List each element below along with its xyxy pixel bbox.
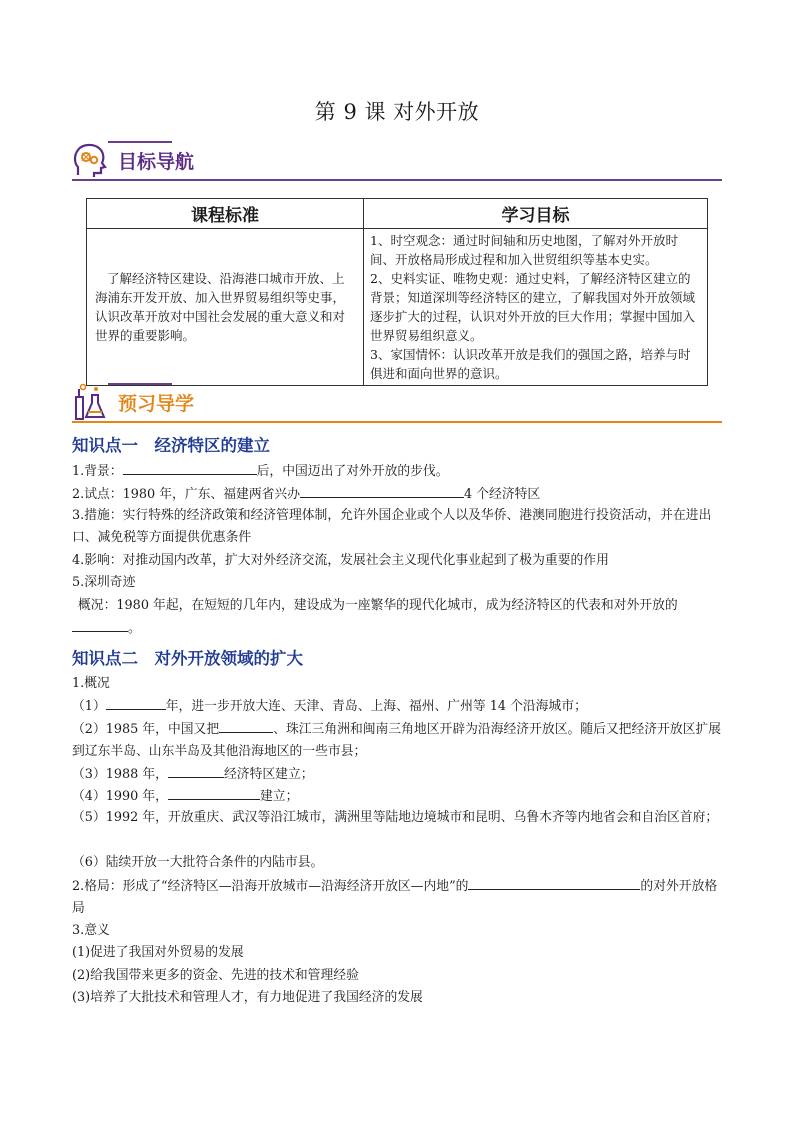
course-standard-cell: [87, 229, 364, 386]
objectives-table: [86, 198, 708, 386]
kp1-background-line: [72, 460, 724, 483]
knowledge-point-1-heading: 知识点一 经济特区的建立: [72, 436, 270, 455]
section-preview-title: 预习导学: [118, 393, 195, 415]
fill-blank[interactable]: [72, 617, 128, 632]
header-divider: [72, 179, 722, 181]
fill-blank[interactable]: [300, 483, 464, 498]
kp1-trial-tail: 4 个经济特区: [464, 487, 541, 502]
course-standard-text: 了解经济特区建设、沿海港口城市开放、上海浦东开发开放、加入世界贸易组织等史事，认识改革开放对中国社会发展的重大意义和对世界的重要影响。: [95, 271, 346, 343]
goal-item: 2、史料实证、唯物史观：通过史料，了解经济特区建立的背景；知道深圳等经济特区的建立，了解我国对外开放领域逐步扩大的过程，认识对外开放的巨大作用；掌握中国加入世界贸易组织意义。: [370, 271, 696, 343]
kp2-item-2-text: （2）1985 年，中国又把: [72, 722, 220, 737]
kp2-pattern-tail: 的对外开放格局: [72, 879, 718, 916]
table-header-goals: 学习目标: [364, 199, 708, 229]
kp1-trial-text: 2.试点：1980 年，广东、福建两省兴办: [72, 487, 301, 502]
kp2-item-1: [72, 695, 724, 718]
fill-blank[interactable]: [123, 460, 257, 475]
kp2-item-3: [72, 763, 724, 786]
kp1-overview: [72, 595, 724, 640]
page-title: 第 9 课 对外开放: [314, 100, 480, 124]
kp1-background-label: 1.背景：: [72, 464, 123, 479]
kp2-meaning-heading: 3.意义: [72, 923, 110, 938]
kp2-item-4: [72, 785, 724, 808]
kp1-measures: 3.措施：实行特殊的经济政策和经济管理体制，允许外国企业或个人以及华侨、港澳同胞进行投资活动，并在进出口、减免税等方面提供优惠条件: [72, 508, 712, 545]
kp2-item-4-text: （4）1990 年，: [72, 789, 168, 804]
kp2-item-3-tail: 经济特区建立；: [223, 767, 314, 782]
kp1-impact: 4.影响：对推动国内改革，扩大对外经济交流，发展社会主义现代化事业起到了极为重要的作用: [72, 553, 609, 568]
kp1-overview-end: 。: [128, 621, 141, 636]
kp1-trial-line: [72, 483, 724, 506]
kp2-item-4-tail: 建立；: [259, 789, 299, 804]
goal-item: 1、时空观念：通过时间轴和历史地图，了解对外开放时间、开放格局形成过程和加入世贸组织等基本史实。: [370, 233, 678, 267]
kp2-item-1-text: 年，进一步开放大连、天津、青岛、上海、福州、广州等 14 个沿海城市；: [165, 699, 587, 714]
kp1-background-text: 后，中国迈出了对外开放的步伐。: [256, 464, 449, 479]
section-goals-title: 目标导航: [118, 151, 195, 173]
kp2-pattern: [72, 875, 724, 920]
header-accent-line: [108, 141, 172, 143]
fill-blank[interactable]: [468, 875, 640, 890]
fill-blank[interactable]: [219, 718, 273, 733]
kp2-meaning-3: (3)培养了大批技术和管理人才，有力地促进了我国经济的发展: [72, 990, 423, 1005]
section-preview-header: [72, 383, 722, 423]
table-header-standard: 课程标准: [87, 199, 364, 229]
kp1-shenzhen-heading: 5.深圳奇迹: [72, 575, 136, 590]
goal-item: 3、家国情怀：认识改革开放是我们的强国之路，培养与时俱进和面向世界的意识。: [370, 347, 691, 381]
fill-blank[interactable]: [106, 695, 166, 710]
kp2-summary: 1.概况: [72, 676, 110, 691]
kp2-meaning-1: (1)促进了我国对外贸易的发展: [72, 945, 244, 960]
kp2-item-6: （6）陆续开放一大批符合条件的内陆市县。: [72, 855, 324, 870]
kp2-item-3-text: （3）1988 年，: [72, 767, 168, 782]
head-gears-icon: [72, 141, 108, 179]
kp2-meaning-2: (2)给我国带来更多的资金、先进的技术和管理经验: [72, 968, 359, 983]
learning-goals-cell: [364, 229, 708, 386]
kp1-overview-text: 概况：1980 年起，在短短的几年内，建设成为一座繁华的现代化城市，成为经济特区的代表和对外开放的: [78, 598, 678, 613]
kp2-item-1-num: （1）: [72, 699, 106, 714]
lab-flask-icon: [72, 383, 108, 421]
kp2-pattern-text: 2.格局：形成了“经济特区—沿海开放城市—沿海经济开放区—内地”的: [72, 879, 469, 894]
header-accent-line: [108, 383, 172, 385]
header-divider: [72, 421, 722, 423]
table-header-row: [87, 199, 708, 229]
kp2-item-2-tail: 、珠江三角洲和闽南三角地区开辟为沿海经济开放区。随后又把经济开放区扩展到辽东半岛、山东半岛及其他沿海地区的一些市县；: [72, 722, 722, 759]
kp2-item-2: [72, 718, 724, 763]
fill-blank[interactable]: [168, 763, 224, 778]
fill-blank[interactable]: [168, 785, 260, 800]
kp2-item-5: （5）1992 年，开放重庆、武汉等沿江城市，满洲里等陆地边境城市和昆明、乌鲁木齐等内地省会和自治区首府；: [72, 810, 719, 825]
section-goals-header: [72, 141, 722, 181]
table-row: [87, 229, 708, 386]
knowledge-point-2-heading: 知识点二 对外开放领域的扩大: [72, 649, 303, 668]
